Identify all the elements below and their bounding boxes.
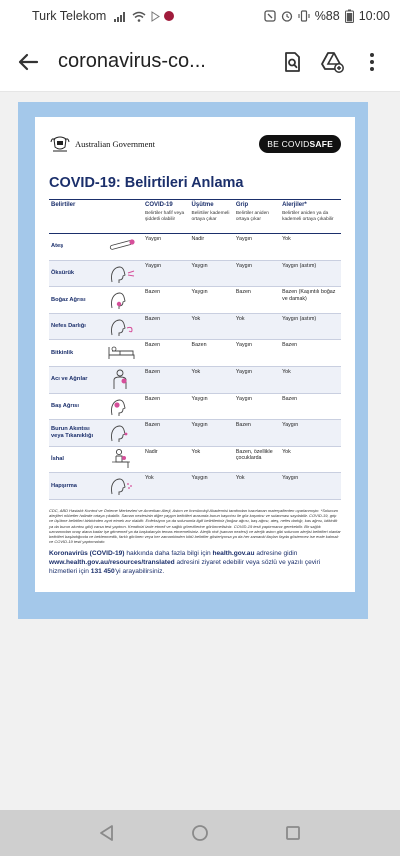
allergy-value: Yok	[280, 446, 341, 473]
covid-value: Yok	[143, 473, 190, 500]
symptom-name: Ateş	[49, 234, 105, 261]
symptom-name: Baş Ağrısı	[49, 393, 105, 420]
status-bar	[0, 0, 400, 32]
allergy-value: Yok	[280, 234, 341, 261]
drive-add-icon	[320, 51, 344, 73]
table-row	[49, 260, 341, 287]
table-row	[49, 473, 341, 500]
cold-value: Yaygın	[190, 260, 234, 287]
document-header	[49, 129, 341, 159]
vibrate-icon	[298, 10, 310, 22]
allergy-value: Yaygın (astım)	[280, 313, 341, 340]
col-header-flu: Grip Belirtiler aniden ortaya çıkar	[234, 200, 280, 234]
table-row	[49, 420, 341, 447]
table-header-row	[49, 200, 341, 234]
chart-title: COVID-19: Belirtileri Anlama	[49, 175, 244, 191]
table-row	[49, 393, 341, 420]
wifi-icon	[132, 11, 146, 22]
flu-value: Yaygın	[234, 393, 280, 420]
allergy-value: Yok	[280, 366, 341, 393]
nav-recents-button[interactable]	[280, 820, 306, 846]
cold-value: Yok	[190, 366, 234, 393]
cold-value: Yok	[190, 313, 234, 340]
bed-icon	[105, 340, 143, 367]
covidsafe-badge	[259, 135, 341, 153]
covid-value: Nadir	[143, 446, 190, 473]
clock: 10:00	[358, 9, 390, 23]
covid-value: Yaygın	[143, 260, 190, 287]
info-text-2: adresine gidin	[254, 550, 298, 558]
play-icon	[150, 11, 160, 22]
signal-icon	[114, 11, 128, 22]
battery-percent: %88	[314, 9, 340, 23]
col-header-allergy: Alerjiler* Belirtiler aniden ya da kademeli ortaya çıkabilir	[280, 200, 341, 234]
search-document-button[interactable]	[272, 42, 312, 82]
square-recents-icon	[284, 824, 302, 842]
breath-icon	[105, 313, 143, 340]
info-phone: 131 450	[90, 568, 115, 576]
symptom-name: Boğaz Ağrısı	[49, 287, 105, 314]
app-toolbar	[0, 32, 400, 92]
covid-value: Yaygın	[143, 234, 190, 261]
table-row	[49, 446, 341, 473]
flu-value: Bazen, özellikle çocuklarda	[234, 446, 280, 473]
table-row	[49, 340, 341, 367]
thermometer-icon	[105, 234, 143, 261]
cough-icon	[105, 260, 143, 287]
badge-safe-text: SAFE	[309, 139, 333, 149]
allergy-value: Yaygın (astım)	[280, 260, 341, 287]
symptom-name: Burun Akıntısı veya Tıkanıklığı	[49, 420, 105, 447]
document-title: coronavirus-co...	[58, 50, 206, 72]
col-header-symptoms: Belirtiler	[49, 200, 143, 234]
add-to-drive-button[interactable]	[312, 42, 352, 82]
symptom-name: Nefes Darlığı	[49, 313, 105, 340]
carrier-name: Turk Telekom	[32, 9, 107, 23]
allergy-value: Bazen	[280, 393, 341, 420]
search-in-document-icon	[281, 51, 303, 73]
symptom-name: Öksürük	[49, 260, 105, 287]
more-info-text	[49, 550, 341, 577]
runny-nose-icon	[105, 420, 143, 447]
covid-value: Bazen	[143, 313, 190, 340]
back-button[interactable]	[8, 42, 48, 82]
nav-home-button[interactable]	[187, 820, 213, 846]
covid-value: Bazen	[143, 287, 190, 314]
cold-value: Bazen	[190, 340, 234, 367]
table-row	[49, 366, 341, 393]
cold-value: Yok	[190, 446, 234, 473]
notification-dot-icon	[164, 11, 174, 21]
info-text-1: hakkında daha fazla bilgi için	[124, 550, 213, 558]
circle-home-icon	[191, 824, 209, 842]
headache-icon	[105, 393, 143, 420]
flu-value: Yaygın	[234, 366, 280, 393]
col-header-covid: COVID-19 Belirtiler hafif veya şiddetli olabilir	[143, 200, 190, 234]
cold-value: Yaygın	[190, 287, 234, 314]
badge-be-text: BE COVID	[267, 139, 310, 149]
flu-value: Yaygın	[234, 260, 280, 287]
symptom-name: Acı ve Ağrılar	[49, 366, 105, 393]
col-header-cold: Üşütme Belirtiler kademeli ortaya çıkar	[190, 200, 234, 234]
allergy-value: Bazen	[280, 340, 341, 367]
allergy-value: Bazen (Kaşıntılı boğaz ve damak)	[280, 287, 341, 314]
flu-value: Bazen	[234, 420, 280, 447]
flu-value: Yok	[234, 313, 280, 340]
cold-value: Yaygın	[190, 420, 234, 447]
status-right	[264, 9, 390, 23]
table-row	[49, 234, 341, 261]
allergy-value: Yaygın	[280, 473, 341, 500]
symptom-table	[49, 199, 341, 500]
signal-indicators	[114, 11, 174, 22]
table-row	[49, 313, 341, 340]
info-link-health[interactable]: health.gov.au	[212, 550, 255, 558]
symptom-name: Bitkinlik	[49, 340, 105, 367]
arrow-left-icon	[17, 51, 39, 73]
info-strong: Koronavirüs (COVID-19)	[49, 550, 125, 558]
nav-back-button[interactable]	[94, 820, 120, 846]
gov-name: Australian Government	[75, 139, 156, 149]
triangle-back-icon	[98, 824, 116, 842]
flu-value: Bazen	[234, 287, 280, 314]
more-vertical-icon	[369, 52, 375, 72]
cold-value: Yaygın	[190, 393, 234, 420]
info-text-3: adresini ziyaret edebilir veya sözlü ve yazılı çeviri hizmetleri için	[49, 559, 321, 576]
symptom-name: Hapşırma	[49, 473, 105, 500]
info-link-translated[interactable]: www.health.gov.au/resources/translated	[49, 559, 175, 567]
flu-value: Yaygın	[234, 340, 280, 367]
flu-value: Yaygın	[234, 234, 280, 261]
more-options-button[interactable]	[352, 42, 392, 82]
nfc-icon	[264, 10, 276, 22]
allergy-value: Yaygın	[280, 420, 341, 447]
covid-value: Bazen	[143, 340, 190, 367]
symptom-name: İshal	[49, 446, 105, 473]
flu-value: Yok	[234, 473, 280, 500]
covid-value: Bazen	[143, 420, 190, 447]
covid-value: Bazen	[143, 393, 190, 420]
pdf-page	[35, 117, 355, 592]
footnote-text: CDC, ABD Hastalık Kontrol ve Önleme Merkezleri ve Amerikan Alerji, Astım ve İmmünoloji Akademisi tarafından hazırlanan materyallerden uyarlanmıştır. *Solunum alerjileri nöbetler halinde ortaya çıkabilir. Saman nezlesinin diğer yaygın belirtileri arasında burun kaşıntısı ile göz kaşıntısı ve sulanması sayılabilir. COVID-19, grip ve üşütme belirtileri birbirinden ayırt etmek zor olabilir. Enfeksiyon ya da solunumla ilgili belirtileriniz (boğaz ağrısı, baş ağrısı, ateş, nefes darlığı, kas ağrısı, bitkinlik ya da burun akıntısı gibi) varsa test yaptırın. Kendinizi izole etmeli ve sağlık görevlilerine görünmelisiniz. COVID-19 testi yaptırmanız gerekebilir. Bir sağlık uzmanından onay alana kadar işe gitmemeli ya da başkalarıyla temas etmemelisiniz. Alerjik rinit (saman nezlesi) ve alerjik astım gibi solunum alerjisi belirtileri olanlar belirtileri başladığında ve beklenmedik, farklı görünen veya her zamankinden kötü belirtiler gösteriyorsa ya da her zamanki ilaçları fayda göstermez ise evde kalmalı ve COVID-19 testi yaptırmalıdır.	[49, 507, 341, 545]
covid-value: Bazen	[143, 366, 190, 393]
cold-value: Yaygın	[190, 473, 234, 500]
cold-value: Nadir	[190, 234, 234, 261]
battery-icon	[345, 9, 354, 23]
government-logo	[49, 133, 155, 155]
info-text-4: 'yi arayabilirsiniz.	[114, 568, 165, 576]
sore-throat-icon	[105, 287, 143, 314]
body-ache-icon	[105, 366, 143, 393]
table-row	[49, 287, 341, 314]
sneeze-icon	[105, 473, 143, 500]
coat-of-arms-icon	[49, 133, 71, 155]
toilet-icon	[105, 446, 143, 473]
alarm-icon	[281, 10, 293, 22]
system-nav-bar	[0, 810, 400, 856]
